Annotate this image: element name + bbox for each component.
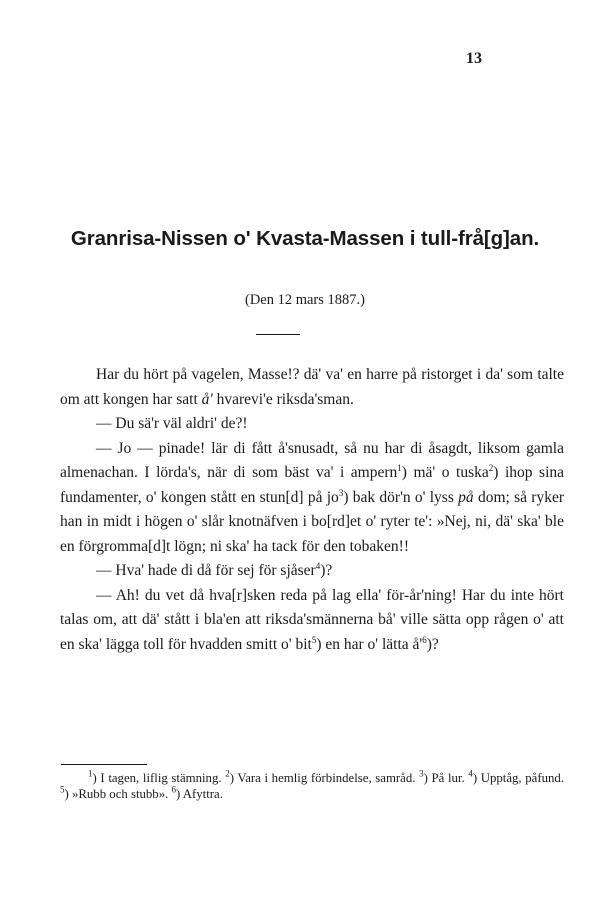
footnote-marker: 3 xyxy=(338,487,344,498)
footnote-marker: 2 xyxy=(225,768,230,779)
footnote-marker: 5 xyxy=(60,784,65,795)
text-run: ) På lur. xyxy=(423,771,469,785)
footnote-marker: 3 xyxy=(419,768,424,779)
text-run: ) bak dör'n o' lyss xyxy=(343,488,459,506)
text-run: )? xyxy=(320,562,333,579)
text-run: — Du sä'r väl aldri' de?! xyxy=(96,415,248,432)
footnote-marker: 1 xyxy=(397,462,402,473)
emphasis-text: å' xyxy=(201,390,213,408)
paragraph xyxy=(60,412,564,437)
page-title: Granrisa-Nissen o' Kvasta-Massen i tull-frå[g]an. xyxy=(70,227,540,250)
text-run: ) ihop sina fundamenter, o' kongen stått en stun[d] på jo xyxy=(60,464,565,506)
text-run: — Hva' hade di då för sej för sjåser xyxy=(96,562,316,579)
emphasis-text: på xyxy=(458,488,474,506)
text-run: hvarevi'e riksda'sman. xyxy=(212,390,354,408)
date-subtitle: (Den 12 mars 1887.) xyxy=(244,292,365,308)
footnote-text xyxy=(60,770,564,802)
paragraph xyxy=(60,363,564,412)
text-run: ) Afyttra. xyxy=(176,787,223,801)
footnote-marker: 4 xyxy=(468,768,473,779)
footnote-marker: 1 xyxy=(88,768,93,779)
text-run: ) I tagen, liflig stämning. xyxy=(92,771,226,785)
text-run: )? xyxy=(426,635,439,653)
text-run: dom; så ryker han in midt i högen o' slår knotnäfven i bo[rd]et o' ryter te': »Nej, ni, dä' ska' ble en förgromma[d]t lögn; ni ska' ha tack för den tobaken!! xyxy=(60,488,564,555)
footnote-marker: 4 xyxy=(315,560,321,571)
footnote-marker: 6 xyxy=(422,634,427,645)
paragraph xyxy=(60,559,564,584)
text-run: Har du hört på vagelen, Masse!? dä' va' en harre på ristorget i da' som talte om att kongen har satt xyxy=(60,366,564,408)
text-run: ) Upptåg, påfund. xyxy=(472,771,565,785)
text-run: ) mä' o tuska xyxy=(401,464,489,481)
text-run: — Ah! du vet då hva[r]sken reda på lag ella' för-år'ning! Har du inte hört talas om, att dä' stått i bla'en att riksda'smännerna bå' ville sätta opp rågen o' att en ska' lägga toll för hvadden smitt o' bit xyxy=(60,586,564,653)
text-run: ) en har o' lätta å' xyxy=(316,635,423,653)
footnotes xyxy=(60,770,564,802)
page-number: 13 xyxy=(466,50,482,67)
paragraph xyxy=(60,584,564,658)
text-run: — Jo — pinade! lär di fått å'snusadt, så nu har di åsagdt, liksom gamla almenachan. I lörda's, när di som bäst va' i ampern xyxy=(60,439,564,481)
footnote-marker: 6 xyxy=(171,784,176,795)
footnote-divider xyxy=(61,764,147,765)
text-run: ) »Rubb och stubb». xyxy=(64,787,172,801)
title-divider xyxy=(256,334,300,335)
footnote-marker: 5 xyxy=(311,634,317,645)
text-run: ) Vara i hemlig förbindelse, samråd. xyxy=(229,771,420,785)
paragraph xyxy=(60,437,564,560)
footnote-marker: 2 xyxy=(488,462,494,473)
body-text xyxy=(60,363,564,657)
